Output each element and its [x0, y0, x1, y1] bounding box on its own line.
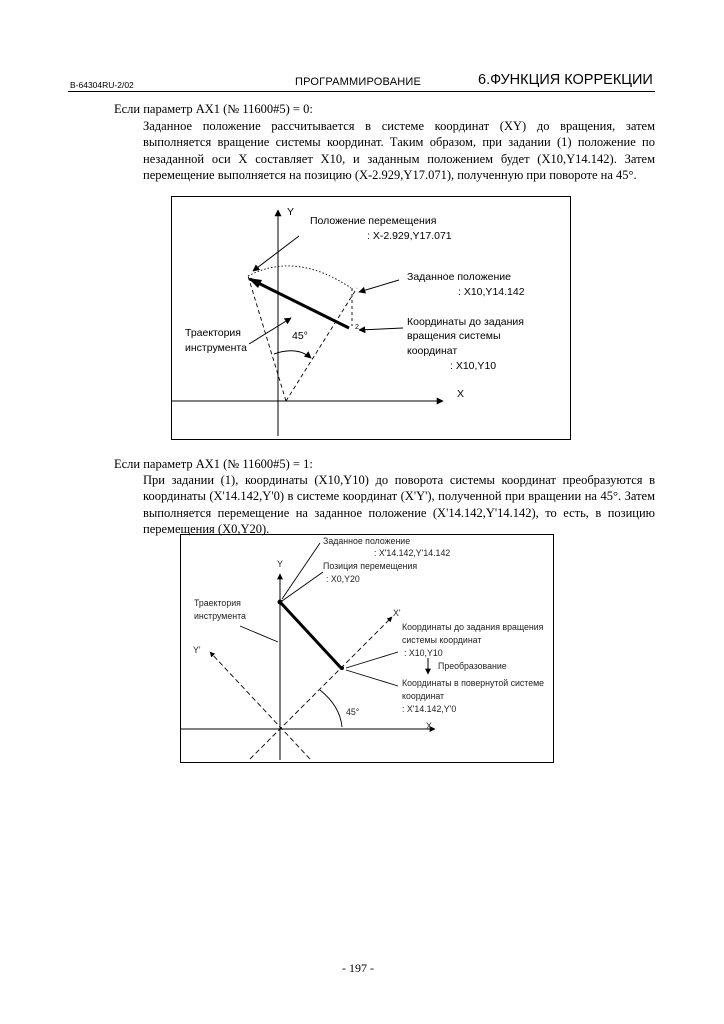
fig1-coords-before-l1: Координаты до задания — [407, 316, 524, 328]
tool-path — [280, 602, 342, 669]
leader-coords-before — [346, 652, 398, 668]
fig2-angle-label: 45° — [346, 707, 360, 717]
leader-target — [359, 280, 399, 292]
case2-condition: Если параметр AX1 (№ 11600#5) = 1: — [114, 457, 313, 471]
header-rule — [68, 91, 655, 92]
figure-2 — [180, 534, 554, 763]
fig2-coords-before-value: : X10,Y10 — [404, 648, 443, 658]
tool-path-arrowhead — [248, 278, 262, 288]
fig2-axis-y-prime: Y' — [193, 645, 201, 655]
x-prime-axis — [250, 617, 392, 759]
leader-target — [282, 543, 320, 599]
fig2-coords-rotated-l1: Координаты в повернутой системе — [402, 678, 545, 688]
figure-1 — [171, 196, 571, 440]
fig1-axis-x: X — [457, 388, 465, 400]
leader-trajectory — [249, 318, 291, 344]
fig1-target-value: : X10,Y14.142 — [458, 286, 525, 298]
fig1-trajectory-l2: инструмента — [185, 342, 247, 354]
page-number: - 197 - — [342, 961, 374, 975]
fig1-coords-before-l3: координат — [407, 345, 458, 357]
fig1-angle-label: 45° — [292, 330, 308, 342]
fig1-target-title: Заданное положение — [407, 271, 511, 283]
start-dot — [278, 600, 283, 605]
fig1-coords-before-value: : X10,Y10 — [450, 360, 497, 372]
fig2-coords-rotated-value: : X'14.142,Y'0 — [402, 704, 457, 714]
fig2-axis-x: X — [426, 721, 432, 731]
tool-path — [250, 279, 349, 328]
fig1-move-pos-title: Положение перемещения — [310, 215, 437, 227]
fig2-trajectory-l1: Траектория — [194, 598, 241, 608]
fig2-axis-x-prime: X' — [393, 608, 401, 618]
fig1-axis-y: Y — [287, 206, 295, 218]
leader-move-pos — [282, 572, 323, 601]
case2-paragraph: При задании (1), координаты (X10,Y10) до поворота системы координат преобразуются в координаты (X'14.142,Y'0) в системе координат (X'Y'), полученной при вращении на 45°. Затем выполняется перемещение на заданное положение (X'14.142,Y'14.142), то есть, в позицию перемещения (X0,Y20). — [143, 473, 655, 537]
fig2-axis-y: Y — [277, 559, 283, 569]
doc-code: B-64304RU-2/02 — [70, 80, 134, 90]
section-title: ПРОГРАММИРОВАНИЕ — [295, 76, 422, 88]
fig1-trajectory-l1: Траектория — [185, 327, 241, 339]
fig2-move-pos-title: Позиция перемещения — [323, 561, 418, 571]
fig2-move-pos-value: : X0,Y20 — [326, 574, 360, 584]
fig2-target-value: : X'14.142,Y'14.142 — [374, 548, 451, 558]
angle-arc — [320, 690, 342, 727]
fig2-transform: Преобразование — [438, 661, 507, 671]
end-dot — [340, 666, 344, 670]
angle-arc — [274, 351, 311, 358]
leader-trajectory — [240, 626, 278, 642]
leader-coords-rotated — [346, 670, 398, 686]
leader-coords-before — [359, 328, 403, 330]
y-prime-axis — [210, 652, 310, 759]
fig2-coords-before-l1: Координаты до задания вращения — [402, 622, 544, 632]
fig1-coords-before-l2: вращения системы — [407, 330, 501, 342]
dashed-ray-right — [286, 288, 357, 401]
fig2-coords-rotated-l2: координат — [402, 691, 445, 701]
marker-2: 2 — [355, 324, 359, 331]
fig2-target-title: Заданное положение — [323, 536, 411, 546]
case1-paragraph: Заданное положение рассчитывается в системе координат (XY) до вращения, затем выполняется вращение системы координат. Таким образом, при задании (1) положение по незаданной оси X составляет X10, и заданным положением будет (X10,Y14.142). Затем перемещение выполняется на позицию (X-2.929,Y17.071), полученную при повороте на 45°. — [143, 119, 655, 183]
fig1-move-pos-value: : X-2.929,Y17.071 — [367, 230, 452, 242]
chapter-title: 6.ФУНКЦИЯ КОРРЕКЦИИ — [478, 72, 653, 88]
fig2-trajectory-l2: инструмента — [194, 611, 246, 621]
fig2-coords-before-l2: системы координат — [402, 635, 482, 645]
case1-condition: Если параметр AX1 (№ 11600#5) = 0: — [114, 102, 313, 116]
